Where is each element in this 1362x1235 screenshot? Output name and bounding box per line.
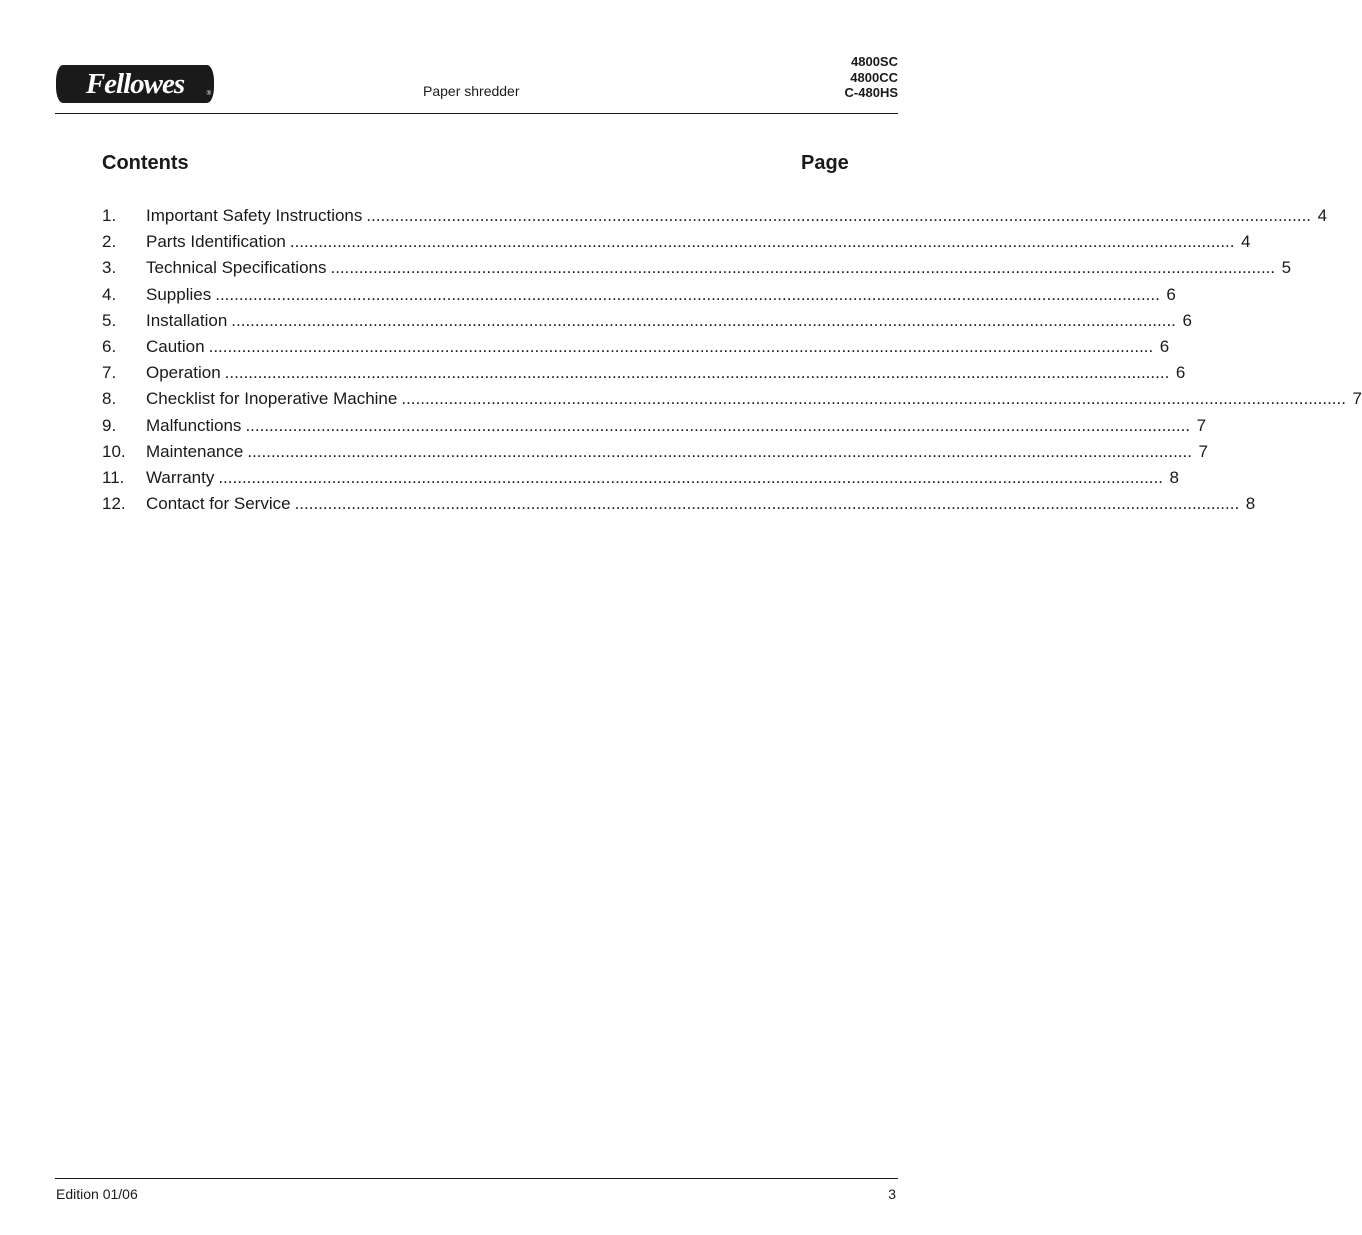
model-number: C-480HS bbox=[844, 85, 898, 100]
toc-entry-number: 11. bbox=[102, 467, 125, 487]
toc-entry-title: Checklist for Inoperative Machine bbox=[146, 389, 398, 409]
toc-entry-number: 5. bbox=[102, 310, 117, 330]
dot-leader: ........................................................................................................................................................................................................ bbox=[366, 206, 1312, 225]
toc-entry-title: Contact for Service bbox=[146, 494, 291, 514]
edition-label: Edition 01/06 bbox=[56, 1186, 138, 1202]
dot-leader: ........................................................................................................................................................................................................ bbox=[245, 415, 1191, 435]
toc-entry-page: 6 bbox=[1175, 363, 1186, 383]
toc-entry-title: Important Safety Instructions bbox=[146, 206, 363, 225]
toc-entry-title: Maintenance bbox=[146, 441, 244, 461]
dot-leader: ........................................................................................................................................................................................................ bbox=[208, 336, 1154, 356]
dot-leader: ........................................................................................................................................................................................................ bbox=[224, 363, 1170, 383]
toc-entry-page: 7 bbox=[1196, 415, 1207, 435]
toc-entry[interactable] bbox=[102, 284, 1176, 311]
toc-entry-number: 6. bbox=[102, 336, 117, 356]
dot-leader: ........................................................................................................................................................................................................ bbox=[218, 467, 1163, 487]
toc-entry-page: 7 bbox=[1198, 441, 1208, 461]
dot-leader: ........................................................................................................................................................................................................ bbox=[215, 284, 1160, 304]
toc-entry-page: 4 bbox=[1317, 206, 1328, 225]
toc-entry-title: Installation bbox=[146, 310, 228, 330]
toc-entry[interactable] bbox=[102, 389, 1362, 415]
toc-entry-page: 8 bbox=[1169, 467, 1179, 487]
logo-text: Fellowes bbox=[85, 67, 185, 100]
toc-entry[interactable] bbox=[102, 415, 1207, 442]
model-number: 4800CC bbox=[850, 69, 898, 85]
toc-entry-title: Operation bbox=[146, 363, 221, 383]
toc-entry[interactable] bbox=[102, 258, 1292, 284]
toc-entry-title: Parts Identification bbox=[146, 232, 286, 252]
page-number: 3 bbox=[888, 1186, 896, 1202]
toc-entry-title: Technical Specifications bbox=[146, 258, 327, 278]
page-header bbox=[55, 52, 898, 114]
toc-entry-page: 5 bbox=[1281, 258, 1292, 278]
toc-entry-page: 6 bbox=[1182, 310, 1192, 330]
toc-entry-title: Caution bbox=[146, 336, 205, 356]
toc-entry-number: 1. bbox=[102, 206, 117, 225]
toc-entry-title: Warranty bbox=[146, 467, 215, 487]
dot-leader: ........................................................................................................................................................................................................ bbox=[401, 389, 1346, 409]
toc-entry-number: 8. bbox=[102, 389, 117, 409]
toc-entry[interactable] bbox=[102, 336, 1170, 363]
toc-entry[interactable] bbox=[102, 441, 1208, 468]
toc-entry[interactable] bbox=[102, 494, 1256, 520]
toc-entry[interactable] bbox=[102, 363, 1186, 389]
dot-leader: ........................................................................................................................................................................................................ bbox=[289, 232, 1235, 252]
toc-entry-page: 4 bbox=[1241, 232, 1251, 252]
page-footer bbox=[55, 1178, 898, 1202]
toc-entry[interactable] bbox=[102, 467, 1179, 494]
toc-entry[interactable] bbox=[102, 232, 1251, 258]
toc-entry-number: 9. bbox=[102, 415, 117, 435]
dot-leader: ........................................................................................................................................................................................................ bbox=[247, 441, 1192, 461]
toc-entry[interactable] bbox=[102, 310, 1192, 337]
toc-entry-page: 7 bbox=[1352, 389, 1362, 409]
dot-leader: ........................................................................................................................................................................................................ bbox=[330, 258, 1276, 278]
model-list bbox=[845, 54, 898, 101]
contents-heading: Contents bbox=[102, 152, 189, 174]
toc-entry[interactable] bbox=[102, 206, 1328, 232]
fellowes-logo bbox=[56, 65, 214, 103]
dot-leader: ........................................................................................................................................................................................................ bbox=[294, 494, 1240, 514]
toc-entry-page: 8 bbox=[1245, 494, 1256, 514]
registered-mark: ® bbox=[206, 91, 211, 97]
document-subtitle: Paper shredder bbox=[423, 83, 520, 99]
toc-entry-number: 3. bbox=[102, 258, 117, 278]
toc-entry-number: 7. bbox=[102, 363, 117, 383]
page-column-heading: Page bbox=[801, 152, 849, 174]
toc-entry-title: Malfunctions bbox=[146, 415, 242, 435]
toc-entry-number: 2. bbox=[102, 232, 117, 252]
toc-entry-page: 6 bbox=[1166, 284, 1176, 304]
table-of-contents bbox=[102, 206, 1362, 520]
toc-entry-page: 6 bbox=[1159, 336, 1170, 356]
dot-leader: ........................................................................................................................................................................................................ bbox=[231, 310, 1176, 330]
model-number: 4800SC bbox=[851, 54, 898, 69]
toc-entry-title: Supplies bbox=[146, 284, 212, 304]
toc-entry-number: 4. bbox=[102, 284, 117, 304]
toc-entry-number: 12. bbox=[102, 494, 126, 514]
toc-entry-number: 10. bbox=[102, 441, 126, 461]
